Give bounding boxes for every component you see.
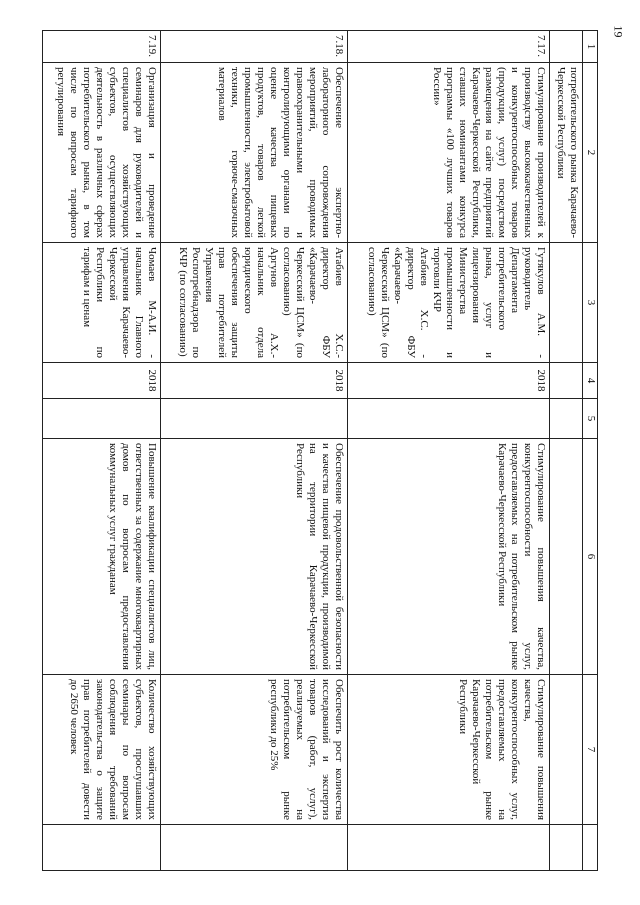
row-indicator: Стимулирование повышения качества, конкурентоспособных услуг, предоставляемых на потребительском рынке Карачаево-Черкесской Республики [348, 675, 550, 825]
row-year-end [160, 399, 348, 439]
row-year-start: 2018 [160, 363, 348, 399]
header-col-1: 1 [583, 31, 598, 63]
row-year-start: 2018 [43, 363, 161, 399]
row-year-start: 2018 [348, 363, 550, 399]
row-result: Стимулирование повышения качества, конкурентоспособности услуг, предоставляемых на потребительском рынке Карачаево-Черкесской Республики [348, 439, 550, 675]
cont-event: потребительского рынка Карачаево-Черкесской Республики [550, 63, 583, 243]
row-result: Обеспечение продовольственной безопасности и качества пищевой продукции, производимой на территории Карачаево-Черкесской Республики [160, 439, 348, 675]
cont-cell-8 [550, 825, 583, 871]
header-col-7: 7 [583, 675, 598, 825]
row-event: Организация и проведение семинаров для руководителей и специалистов хозяйствующих субъектов, осуществляющих деятельность в различных сферах потребительского рынка, в том числе по вопросам тарифного регулирования [43, 63, 161, 243]
header-col-8 [583, 825, 598, 871]
continuation-row [550, 31, 583, 871]
row-indicator: Количество хозяйствующих субъектов, прослушавших семинары по вопросам соблюдения требований законодательства о защите прав потребителей довести до 2650 человек [43, 675, 161, 825]
header-row [583, 31, 598, 871]
row-responsible: Атабиев Х.С.- директор ФБУ «Карачаево-Черкесский ЦСМ» (по согласованию) Аргунов А.Х.- начальник отдела юридического обеспечения защиты прав потребителей Управления Роспотребнадзора по КЧР (по согласованию) [160, 243, 348, 363]
cont-cell-5 [550, 399, 583, 439]
row-indicator: Обеспечить рост количества исследований и экспертиз товаров (работ, услуг), реализуемых на потребительском рынке республики до 25% [160, 675, 348, 825]
events-table [42, 30, 598, 871]
row-year-end [348, 399, 550, 439]
table-row [348, 31, 550, 871]
cont-cell-6 [550, 439, 583, 675]
page-number: 19 [611, 25, 626, 38]
cont-cell-7 [550, 675, 583, 825]
cont-cell-3 [550, 243, 583, 363]
row-extra [160, 825, 348, 871]
cont-cell-1 [550, 31, 583, 63]
row-year-end [43, 399, 161, 439]
cont-cell-4 [550, 363, 583, 399]
row-responsible: Чомаев М-А.И. - начальник Главного управления Карачаево-Черкесской Республики по тарифам и ценам [43, 243, 161, 363]
header-col-4: 4 [583, 363, 598, 399]
row-number: 7.18. [160, 31, 348, 63]
table-row [160, 31, 348, 871]
rotated-page [42, 30, 598, 870]
header-col-6: 6 [583, 439, 598, 675]
header-col-2: 2 [583, 63, 598, 243]
row-responsible: Гутякулов А.М. - руководитель Департамента потребительского рынка, услуг и лицензирования Министерства промышленности и торговли КЧР Атабиев Х.С. - директор ФБУ «Карачаево-Черкесский ЦСМ» (по согласованию) [348, 243, 550, 363]
table-row [43, 31, 161, 871]
header-col-3: 3 [583, 243, 598, 363]
row-event: Обеспечение экспертно-лабораторного сопровождения мероприятий, проводимых правоохранительными и контролирующими органами по оценке качества пищевых продуктов, товаров легкой промышленности, электробытовой техники, горюче-смазочных материалов [160, 63, 348, 243]
row-extra [43, 825, 161, 871]
header-col-5: 5 [583, 399, 598, 439]
row-event: Стимулирование производителей к производству высококачественных и конкурентоспособных товаров (продукции, услуг) посредством размещения на сайте предприятий Карачаево-Черкесской Республики, ставших номинантами конкурса программы «100 лучших товаров России» [348, 63, 550, 243]
row-extra [348, 825, 550, 871]
row-result: Повышение квалификации специалистов лиц, ответственных за содержание многоквартирных домов по вопросам предоставления коммунальных услуг гражданам [43, 439, 161, 675]
row-number: 7.17. [348, 31, 550, 63]
row-number: 7.19. [43, 31, 161, 63]
